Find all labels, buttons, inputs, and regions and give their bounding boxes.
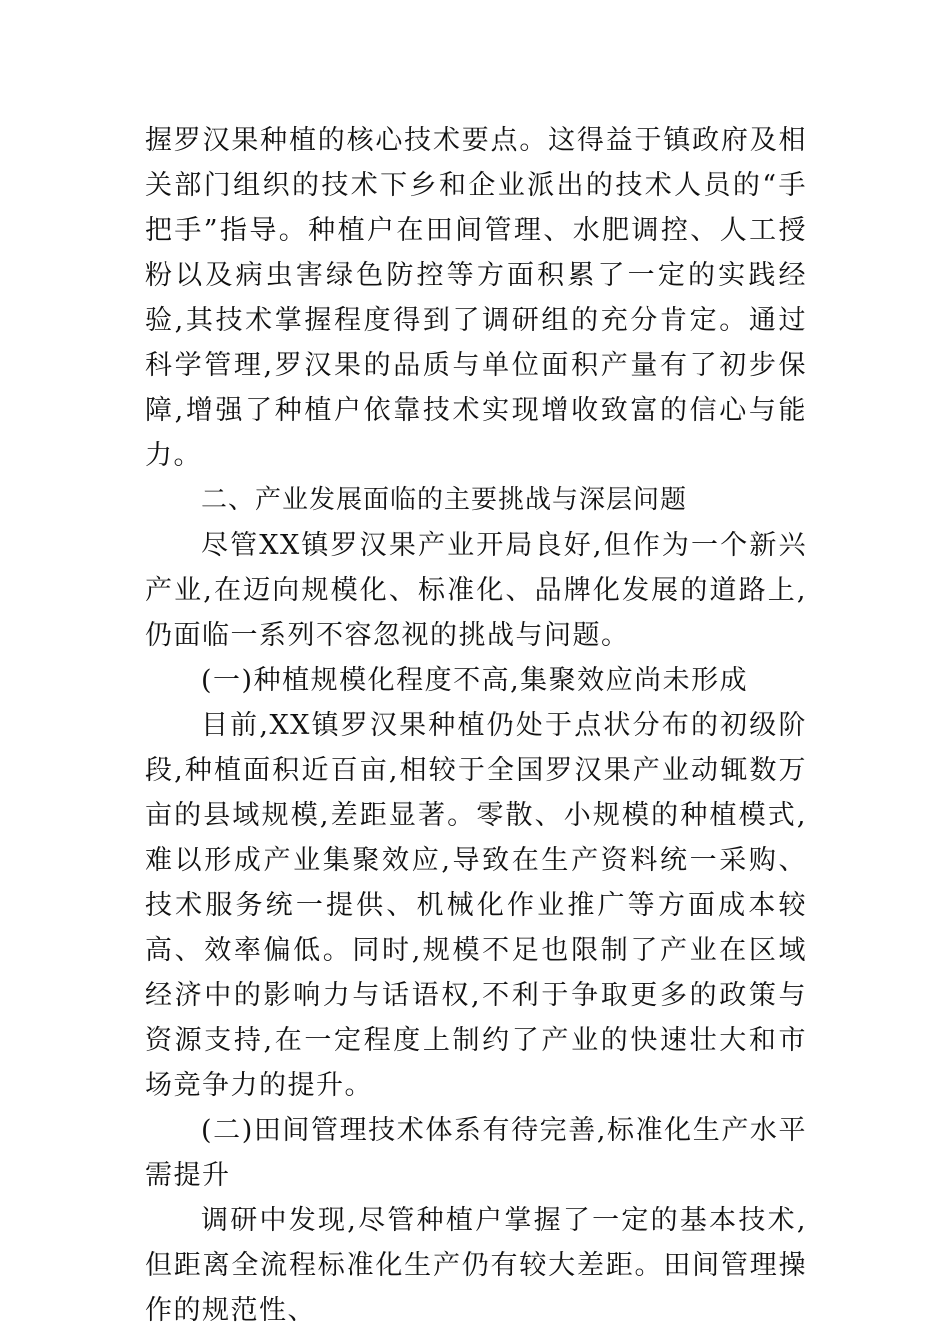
paragraph-continuation: 握罗汉果种植的核心技术要点。这得益于镇政府及相关部门组织的技术下乡和企业派出的技术人员的“手把手”指导。种植户在田间管理、水肥调控、人工授粉以及病虫害绿色防控等方面积累了一定的实践经验,其技术掌握程度得到了调研组的充分肯定。通过科学管理,罗汉果的品质与单位面积产量有了初步保障,增强了种植户依靠技术实现增收致富的信心与能力。 <box>145 125 807 471</box>
paragraph-management: 调研中发现,尽管种植户掌握了一定的基本技术,但距离全流程标准化生产仍有较大差距。田间管理操作的规范性、 <box>145 1205 807 1326</box>
section-heading-2: 二、产业发展面临的主要挑战与深层问题 <box>201 485 688 515</box>
subsection-heading-1: (一)种植规模化程度不高,集聚效应尚未形成 <box>201 665 749 696</box>
document-body <box>145 118 807 1333</box>
paragraph-intro: 尽管XX镇罗汉果产业开局良好,但作为一个新兴产业,在迈向规模化、标准化、品牌化发展的道路上,仍面临一系列不容忽视的挑战与问题。 <box>145 530 807 651</box>
subsection-heading-2: (二)田间管理技术体系有待完善,标准化生产水平需提升 <box>145 1115 807 1191</box>
paragraph-scale: 目前,XX镇罗汉果种植仍处于点状分布的初级阶段,种植面积近百亩,相较于全国罗汉果产业动辄数万亩的县域规模,差距显著。零散、小规模的种植模式,难以形成产业集聚效应,导致在生产资料统一采购、技术服务统一提供、机械化作业推广等方面成本较高、效率偏低。同时,规模不足也限制了产业在区域经济中的影响力与话语权,不利于争取更多的政策与资源支持,在一定程度上制约了产业的快速壮大和市场竞争力的提升。 <box>145 710 807 1101</box>
